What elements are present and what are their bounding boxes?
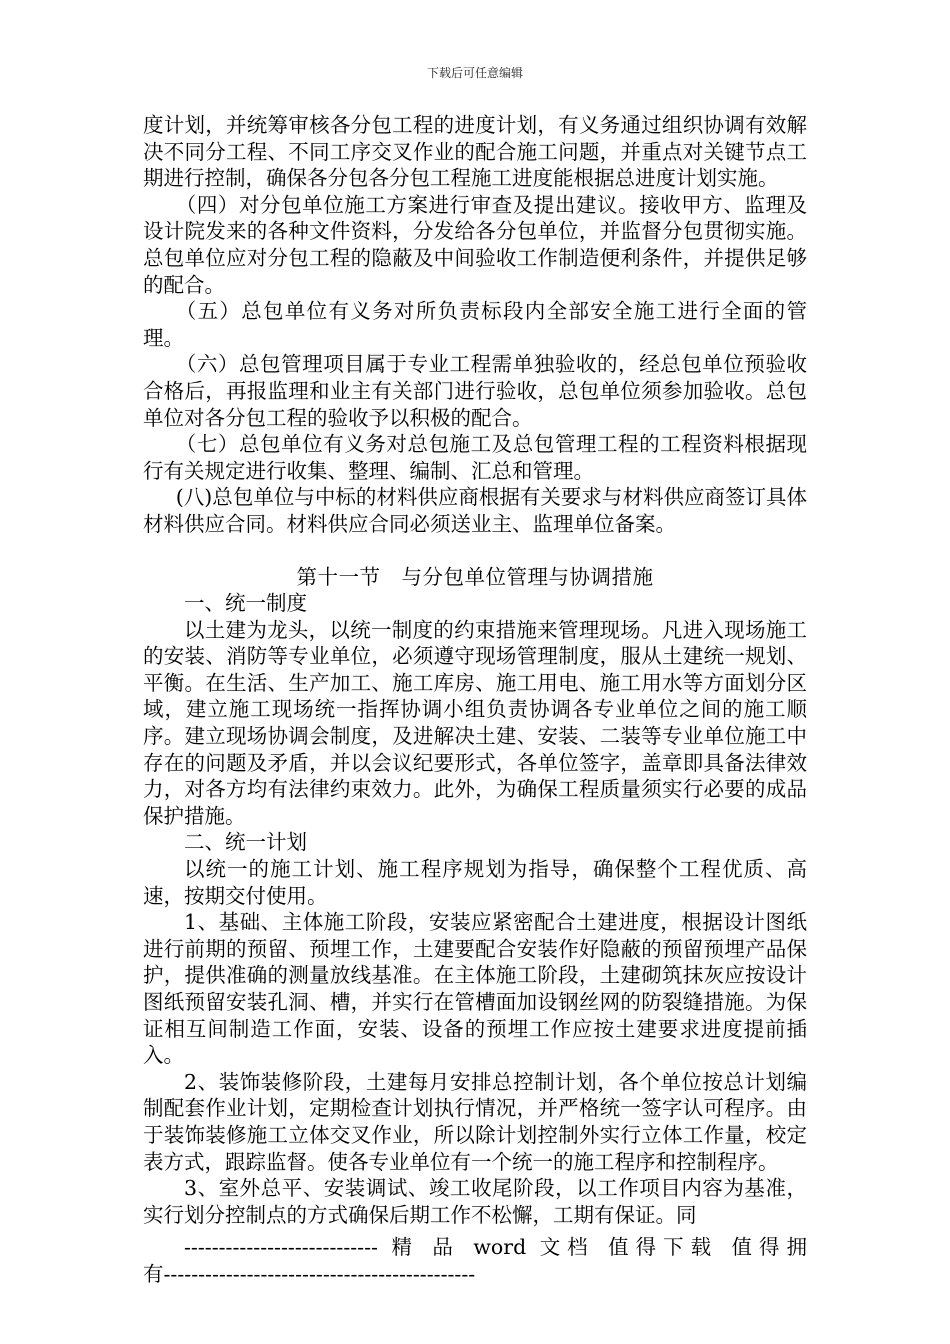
subsection-2-paragraph: 以统一的施工计划、施工程序规划为指导，确保整个工程优质、高速，按期交付使用。 bbox=[143, 857, 807, 908]
page-header: 下载后可任意编辑 bbox=[426, 66, 523, 80]
subsection-1-paragraph: 以土建为龙头，以统一制度的约束措施来管理现场。凡进入现场施工的安装、消防等专业单位，必须遵守现场管理制度，服从土建统一规划、平衡。在生活、生产加工、施工库房、施工用电、施工用水等方面划分区域，建立施工现场统一指挥协调小组负责协调各专业单位之间的施工顺序。建立现场协调会制度，及进解决土建、安装、二装等专业单位施工中存在的问题及矛盾，并以会议纪要形式，各单位签字，盖章即具备法律效力，对各方均有法律约束效力。此外，为确保工程质量须实行必要的成品保护措施。 bbox=[143, 617, 807, 828]
footer-watermark-line-2: 有--------------------------------------------- bbox=[143, 1261, 476, 1286]
paragraph-item-6: （六）总包管理项目属于专业工程需单独验收的，经总包单位预验收合格后，再报监理和业主有关部门进行验收，总包单位须参加验收。总包单位对各分包工程的验收予以积极的配合。 bbox=[143, 352, 807, 430]
section-title: 第十一节 与分包单位管理与协调措施 bbox=[296, 564, 654, 589]
paragraph-item-5: （五）总包单位有义务对所负责标段内全部安全施工进行全面的管理。 bbox=[143, 299, 807, 350]
paragraph-continuation: 度计划，并统筹审核各分包工程的进度计划，有义务通过组织协调有效解决不同分工程、不同工序交叉作业的配合施工问题，并重点对关键节点工期进行控制，确保各分包各分包工程施工进度能根据总进度计划实施。 bbox=[143, 113, 807, 191]
document-body bbox=[143, 112, 807, 1288]
paragraph-item-8: (八)总包单位与中标的材料供应商根据有关要求与材料供应商签订具体材料供应合同。材料供应合同必须送业主、监理单位备案。 bbox=[143, 485, 807, 536]
footer-watermark-line-1: ---------------------------- 精 品 word 文档 值得下载 值得拥 bbox=[184, 1235, 807, 1260]
subsection-title-2: 二、统一计划 bbox=[184, 830, 307, 855]
plan-item-3: 3、室外总平、安装调试、竣工收尾阶段，以工作项目内容为基准，实行划分控制点的方式确保后期工作不松懈，工期有保证。同 bbox=[143, 1176, 807, 1227]
plan-item-1: 1、基础、主体施工阶段，安装应紧密配合土建进度，根据设计图纸进行前期的预留、预埋工作，土建要配合安装作好隐蔽的预留预埋产品保护，提供准确的测量放线基准。在主体施工阶段，土建砌筑抹灰应按设计图纸预留安装孔洞、槽，并实行在管槽面加设钢丝网的防裂缝措施。为保证相互间制造工作面，安装、设备的预埋工作应按土建要求进度提前插入。 bbox=[143, 910, 807, 1068]
paragraph-item-4: （四）对分包单位施工方案进行审查及提出建议。接收甲方、监理及设计院发来的各种文件资料，分发给各分包单位，并监督分包贯彻实施。总包单位应对分包工程的隐蔽及中间验收工作制造便利条件，并提供足够的配合。 bbox=[143, 192, 807, 297]
paragraph-item-7: （七）总包单位有义务对总包施工及总包管理工程的工程资料根据现行有关规定进行收集、整理、编制、汇总和管理。 bbox=[143, 432, 807, 483]
plan-item-2: 2、装饰装修阶段，土建每月安排总控制计划，各个单位按总计划编制配套作业计划，定期检查计划执行情况，并严格统一签字认可程序。由于装饰装修施工立体交叉作业，所以除计划控制外实行立体工作量，校定表方式，跟踪监督。使各专业单位有一个统一的施工程序和控制程序。 bbox=[143, 1069, 807, 1174]
subsection-title-1: 一、统一制度 bbox=[184, 591, 307, 616]
